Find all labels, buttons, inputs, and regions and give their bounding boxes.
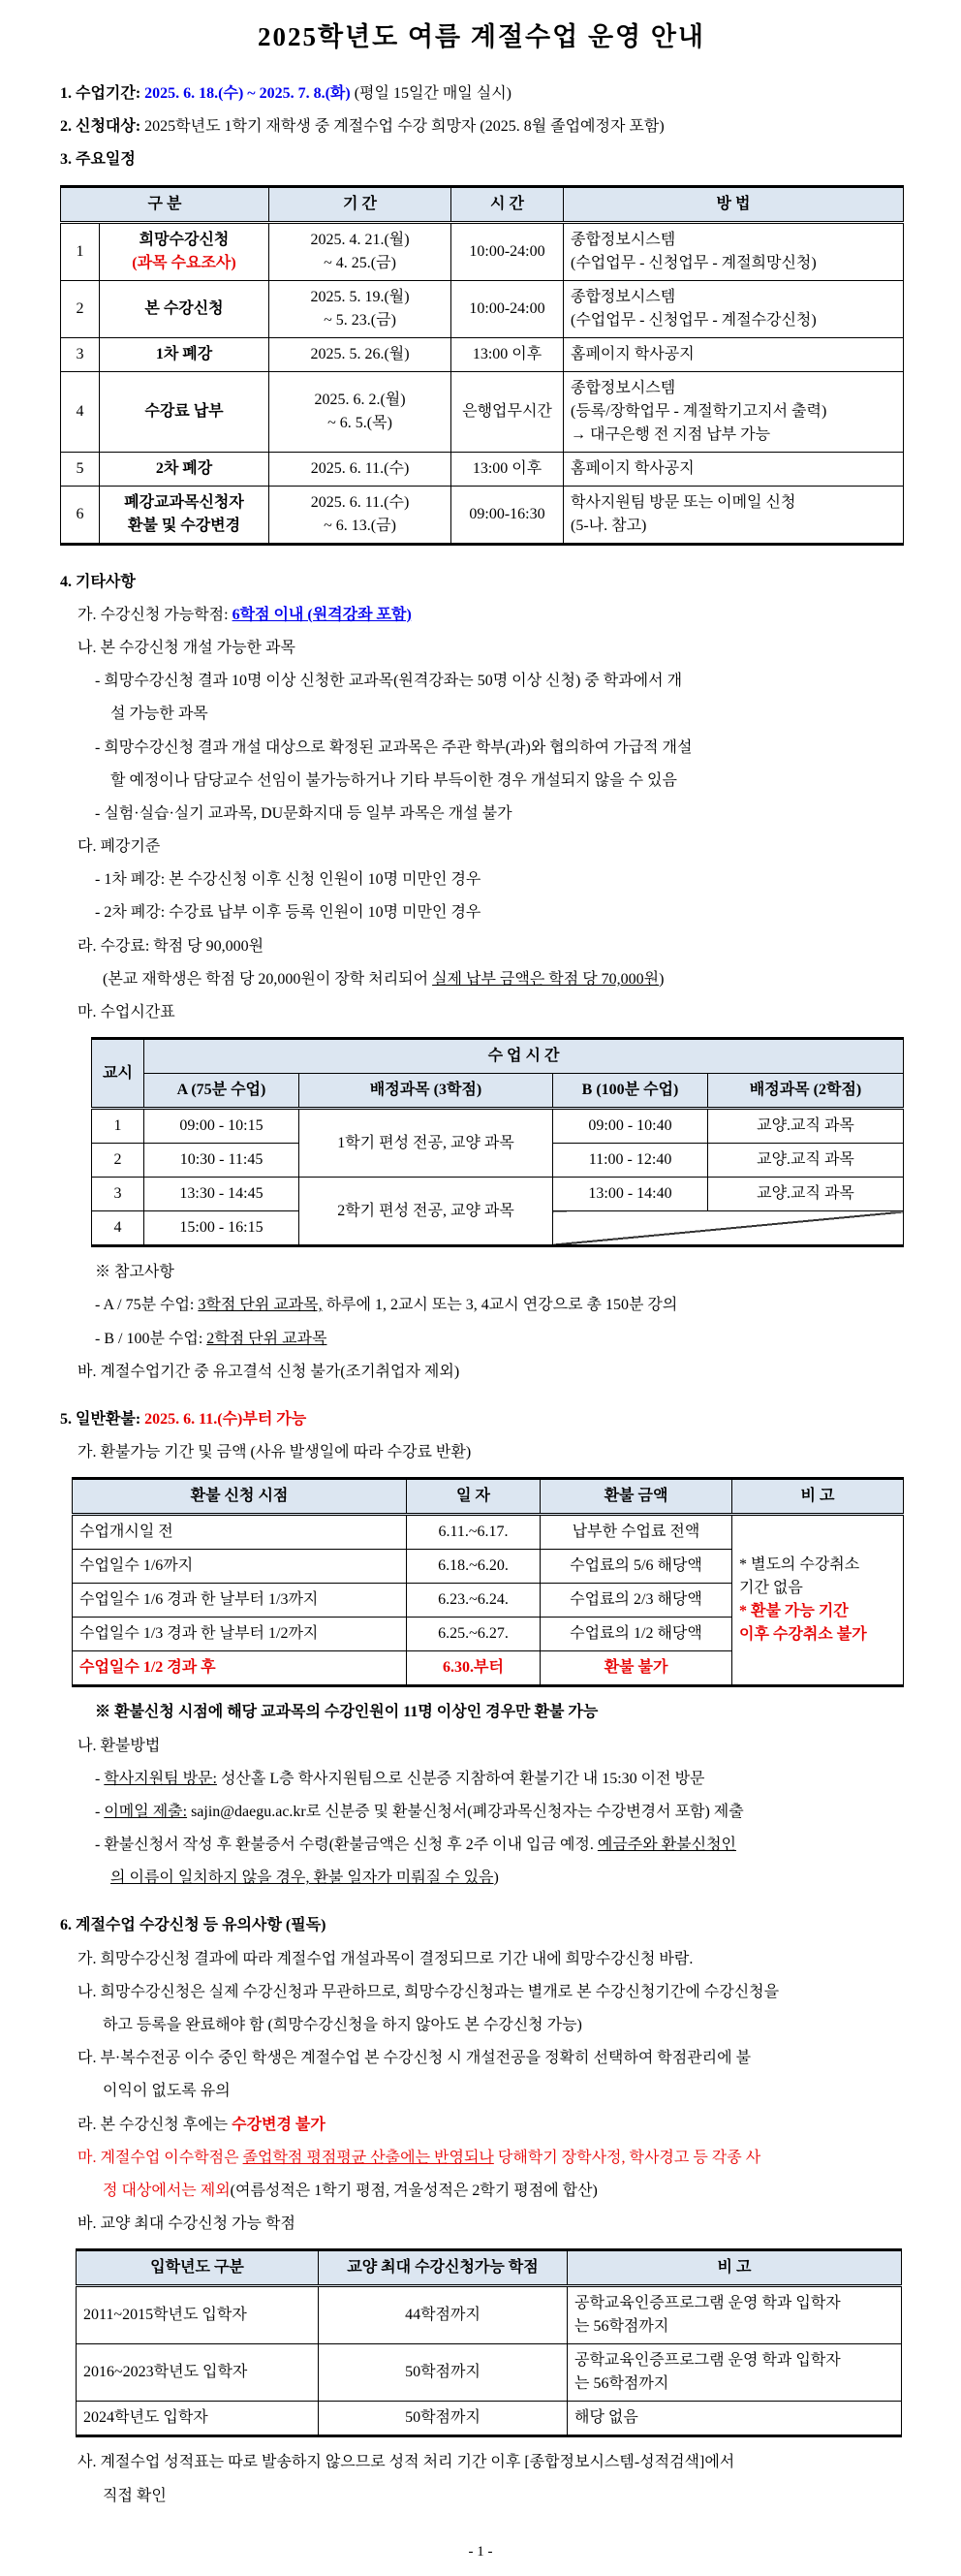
schedule-row-6 — [61, 486, 904, 544]
section4-bullet: - 2차 폐강: 수강료 납부 이후 등록 인원이 10명 미만인 경우 — [95, 904, 481, 922]
row-number: 2 — [61, 280, 100, 337]
merged-subjects-sem1: 1학기 편성 전공, 교양 과목 — [299, 1109, 553, 1178]
credit-max: 44학점까지 — [319, 2286, 568, 2344]
slot-b-subject: 교양.교직 과목 — [708, 1178, 904, 1211]
intro-item-2-label: 2. 신청대상: — [60, 118, 145, 136]
section5-heading — [60, 1408, 903, 1430]
credit-max: 50학점까지 — [319, 2402, 568, 2436]
schedule-header-method: 방 법 — [564, 186, 904, 222]
period-line-2: ~ 4. 25.(금) — [324, 254, 396, 271]
section4-item-ra: 라. 수강료: 학점 당 90,000원 — [78, 937, 264, 955]
credit-year: 2024학년도 입학자 — [77, 2402, 319, 2436]
timetable-header-a: A (75분 수업) — [144, 1074, 299, 1109]
intro-item-1-label: 1. 수업기간: — [60, 85, 145, 102]
section6-item-sa: 사. 계절수업 성적표는 따로 발송하지 않으므로 성적 처리 기간 이후 [종합정보시스템-성적검색]에서 — [78, 2454, 735, 2471]
refund-amount: 수업료의 1/2 해당액 — [541, 1618, 732, 1651]
refund-heading-date: 2025. 6. 11.(수)부터 가능 — [144, 1410, 307, 1428]
section4-bullet: - 1차 폐강: 본 수강신청 이후 신청 인원이 10명 미만인 경우 — [95, 871, 481, 889]
refund-date: 6.30.부터 — [407, 1651, 541, 1686]
category-line-2: 환불 및 수강변경 — [127, 517, 241, 534]
refund-method-3 — [60, 1834, 903, 1856]
tuition-note-post: ) — [659, 970, 665, 988]
refund-table — [72, 1477, 904, 1687]
section6-item-da-cont: 이익이 없도록 유의 — [103, 2083, 231, 2100]
method-2-text: sajin@daegu.ac.kr로 신분증 및 환불신청서(폐강과목신청자는 수강변경서 포함) 제출 — [187, 1803, 744, 1820]
method-1-underlined: 학사지원팀 방문: — [104, 1770, 217, 1787]
refund-date: 6.25.~6.27. — [407, 1618, 541, 1651]
refund-date: 6.23.~6.24. — [407, 1584, 541, 1618]
section6-item-da: 다. 부·복수전공 이수 중인 학생은 계절수업 본 수강신청 시 개설전공을 정확히 선택하여 학점관리에 불 — [78, 2050, 752, 2067]
intro-item-1-dates: 2025. 6. 18.(수) ~ 2025. 7. 8.(화) — [144, 85, 351, 102]
item-ma-cont-red: 정 대상에서는 제외 — [103, 2182, 231, 2199]
schedule-header-time: 시 간 — [451, 186, 564, 222]
slot-b-subject: 교양.교직 과목 — [708, 1109, 904, 1144]
period-line-2: ~ 6. 13.(금) — [324, 517, 396, 534]
method-line-1: 학사지원팀 방문 또는 이메일 신청 — [571, 493, 796, 511]
timetable-header-b: B (100분 수업) — [553, 1074, 708, 1109]
method-line-2: (수업업무 - 신청업무 - 계절수강신청) — [571, 311, 817, 329]
row-number: 1 — [61, 222, 100, 280]
row-time: 09:00-16:30 — [451, 486, 564, 544]
schedule-row-1 — [61, 222, 904, 280]
note-a-underlined: 3학점 단위 교과목, — [198, 1297, 323, 1314]
row-category — [100, 222, 269, 280]
row-time: 은행업무시간 — [451, 371, 564, 452]
credit-year: 2011~2015학년도 입학자 — [77, 2286, 319, 2344]
method-2-dash: - — [95, 1803, 105, 1820]
slot-a-time: 13:30 - 14:45 — [144, 1178, 299, 1211]
credit-header-max: 교양 최대 수강신청가능 학점 — [319, 2250, 568, 2286]
schedule-header-period: 기 간 — [269, 186, 451, 222]
category-line-1: 폐강교과목신청자 — [124, 493, 244, 511]
schedule-table — [60, 185, 904, 546]
remark-line-3: * 환불 가능 기간 — [739, 1603, 849, 1620]
refund-date: 6.18.~6.20. — [407, 1550, 541, 1584]
row-number: 5 — [61, 452, 100, 486]
section4-bullet-cont: 설 가능한 과목 — [110, 706, 208, 723]
timetable-header-row-2 — [92, 1074, 904, 1109]
page-title: 2025학년도 여름 계절수업 운영 안내 — [257, 22, 706, 51]
item-ma-cont-black: (여름성적은 1학기 평점, 겨울성적은 2학기 평점에 합산) — [230, 2182, 598, 2199]
note-b-pre: - B / 100분 수업: — [95, 1330, 207, 1347]
section4-bullet: - 희망수강신청 결과 개설 대상으로 확정된 교과목은 주관 학부(과)와 협의하여 가급적 개설 — [95, 738, 693, 756]
method-line-1: 종합정보시스템 — [571, 288, 676, 305]
row-number: 4 — [61, 371, 100, 452]
row-method — [564, 486, 904, 544]
timetable-corner: 교시 — [92, 1039, 144, 1109]
section5-item-ga: 가. 환불가능 기간 및 금액 (사유 발생일에 따라 수강료 반환) — [78, 1444, 472, 1461]
method-line-2: (등록/장학업무 - 계절학기고지서 출력) — [571, 402, 827, 420]
refund-row-1 — [73, 1515, 904, 1550]
timetable-note-a — [60, 1294, 903, 1316]
row-time: 13:00 이후 — [451, 452, 564, 486]
slot-b-time: 09:00 - 10:40 — [553, 1109, 708, 1144]
credit-year: 2016~2023학년도 입학자 — [77, 2344, 319, 2402]
method-1-dash: - — [95, 1770, 105, 1787]
refund-remark-cell — [732, 1515, 904, 1686]
period-line-1: 2025. 4. 21.(월) — [310, 231, 410, 248]
timetable-row-3 — [92, 1178, 904, 1211]
method-line-2: (수업업무 - 신청업무 - 계절희망신청) — [571, 254, 817, 271]
refund-eligibility-note: ※ 환불신청 시점에 해당 교과목의 수강인원이 11명 이상인 경우만 환불 가능 — [95, 1704, 599, 1721]
remark-line-4: 이후 수강취소 불가 — [739, 1626, 867, 1644]
row-period: 2025. 5. 26.(월) — [269, 337, 451, 371]
note-a-post: 하루에 1, 2교시 또는 3, 4교시 연강으로 총 150분 강의 — [322, 1297, 678, 1314]
period-line-2: ~ 6. 5.(목) — [327, 414, 392, 431]
row-time: 13:00 이후 — [451, 337, 564, 371]
tuition-note-underlined: 실제 납부 금액은 학점 당 70,000원 — [432, 970, 660, 988]
intro-item-2-text: 2025학년도 1학기 재학생 중 계절수업 수강 희망자 (2025. 8월 졸업예정자 포함) — [144, 118, 665, 136]
timetable — [91, 1037, 904, 1247]
period-line-2: ~ 5. 23.(금) — [324, 311, 396, 329]
credit-remark — [568, 2286, 902, 2344]
method-3-post: ) — [493, 1869, 499, 1887]
period-number: 4 — [92, 1211, 144, 1246]
period-line-1: 2025. 5. 19.(월) — [310, 288, 410, 305]
row-period — [269, 222, 451, 280]
refund-amount: 납부한 수업료 전액 — [541, 1515, 732, 1550]
credit-row-1 — [77, 2286, 902, 2344]
remark-line-2: 기간 없음 — [739, 1580, 803, 1597]
row-category: 수강료 납부 — [100, 371, 269, 452]
refund-header-row — [73, 1479, 904, 1515]
row-category: 본 수강신청 — [100, 280, 269, 337]
credit-limit-table — [76, 2248, 902, 2437]
intro-item-1-note: (평일 15일간 매일 실시) — [350, 85, 512, 102]
row-period — [269, 371, 451, 452]
intro-item-3: 3. 주요일정 — [60, 151, 136, 169]
credit-row-3 — [77, 2402, 902, 2436]
credit-limit-link[interactable]: 6학점 이내 (원격강좌 포함) — [232, 606, 412, 623]
refund-method-1 — [60, 1768, 903, 1790]
remark-line-1: * 별도의 수강취소 — [739, 1556, 860, 1574]
method-line-2: (5-나. 참고) — [571, 517, 647, 534]
row-method: 홈페이지 학사공지 — [564, 452, 904, 486]
period-line-1: 2025. 6. 11.(수) — [310, 493, 410, 511]
row-period — [269, 280, 451, 337]
refund-date: 6.11.~6.17. — [407, 1515, 541, 1550]
section6-item-na-cont: 하고 등록을 완료해야 함 (희망수강신청을 하지 않아도 본 수강신청 가능) — [103, 2017, 582, 2033]
row-number: 3 — [61, 337, 100, 371]
section4-bullet-cont: 할 예정이나 담당교수 선임이 불가능하거나 기타 부득이한 경우 개설되지 않을 수 있음 — [110, 771, 677, 789]
refund-method-2 — [60, 1801, 903, 1823]
timetable-note-b — [60, 1328, 903, 1350]
schedule-row-3 — [61, 337, 904, 371]
schedule-header-category: 구 분 — [61, 186, 269, 222]
slot-a-time: 10:30 - 11:45 — [144, 1144, 299, 1178]
credit-remark — [568, 2344, 902, 2402]
section4-bullet: - 희망수강신청 결과 10명 이상 신청한 교과목(원격강좌는 50명 이상 신청) 중 학과에서 개 — [95, 673, 683, 690]
item-ma-pre: 마. 계절수업 이수학점은 — [78, 2149, 243, 2166]
method-1-text: 성산홀 L층 학사지원팀으로 신분증 지참하여 환불기간 내 15:30 이전 방문 — [216, 1770, 705, 1787]
category-line-2: (과목 수요조사) — [132, 254, 236, 271]
period-number: 1 — [92, 1109, 144, 1144]
method-3-underlined-2: 의 이름이 일치하지 않을 경우, 환불 일자가 미뤄질 수 있음 — [110, 1869, 494, 1887]
row-period: 2025. 6. 11.(수) — [269, 452, 451, 486]
remark-line-1: 공학교육인증프로그램 운영 학과 입학자 — [574, 2352, 841, 2370]
section4-heading: 4. 기타사항 — [60, 573, 136, 590]
refund-method-heading: 나. 환불방법 — [78, 1737, 161, 1754]
method-2-underlined: 이메일 제출: — [104, 1803, 188, 1820]
item-ra-pre: 라. 본 수강신청 후에는 — [78, 2116, 232, 2133]
credit-header-year: 입학년도 구분 — [77, 2250, 319, 2286]
item-ma-post: 당해학기 장학사정, 학사경고 등 각종 사 — [493, 2149, 761, 2166]
refund-amount: 수업료의 5/6 해당액 — [541, 1550, 732, 1584]
credit-row-2 — [77, 2344, 902, 2402]
section6-item-sa-cont: 직접 확인 — [103, 2487, 167, 2504]
section4-item-ba: 바. 계절수업기간 중 유고결석 신청 불가(조기취업자 제외) — [78, 1363, 460, 1380]
row-number: 6 — [61, 486, 100, 544]
section6-item-ma-cont — [60, 2180, 903, 2202]
section4-item-ga — [60, 604, 903, 626]
row-category: 2차 폐강 — [100, 452, 269, 486]
section4-tuition-note — [60, 968, 903, 990]
credit-max: 50학점까지 — [319, 2344, 568, 2402]
refund-amount: 수업료의 2/3 해당액 — [541, 1584, 732, 1618]
slot-b-time: 11:00 - 12:40 — [553, 1144, 708, 1178]
row-period — [269, 486, 451, 544]
schedule-header-row — [61, 186, 904, 222]
row-method — [564, 222, 904, 280]
slot-b-subject: 교양.교직 과목 — [708, 1144, 904, 1178]
item-ma-underlined: 졸업학점 평점평균 산출에는 반영되나 — [242, 2149, 494, 2166]
refund-header-remark: 비 고 — [732, 1479, 904, 1515]
credit-header-row — [77, 2250, 902, 2286]
intro-item-2 — [60, 115, 903, 138]
section6-item-na: 나. 희망수강신청은 실제 수강신청과 무관하므로, 희망수강신청과는 별개로 본 수강신청기간에 수강신청을 — [78, 1983, 780, 2000]
section4-item-na: 나. 본 수강신청 개설 가능한 과목 — [78, 639, 295, 656]
refund-header-amount: 환불 금액 — [541, 1479, 732, 1515]
empty-diagonal-cell — [553, 1211, 904, 1246]
section6-item-ga: 가. 희망수강신청 결과에 따라 계절수업 개설과목이 결정되므로 기간 내에 희망수강신청 바람. — [78, 1950, 694, 1967]
row-method — [564, 371, 904, 452]
method-line-1: 종합정보시스템 — [571, 379, 676, 396]
slot-b-time: 13:00 - 14:40 — [553, 1178, 708, 1211]
credit-remark: 해당 없음 — [568, 2402, 902, 2436]
timetable-row-1 — [92, 1109, 904, 1144]
refund-heading-label: 5. 일반환불: — [60, 1410, 145, 1428]
refund-amount: 환불 불가 — [541, 1651, 732, 1686]
intro-item-1 — [60, 82, 903, 105]
credit-limit-label: 가. 수강신청 가능학점: — [78, 606, 232, 623]
refund-header-date: 일 자 — [407, 1479, 541, 1515]
timetable-note-heading: ※ 참고사항 — [95, 1264, 174, 1281]
timetable-header-subj3: 배정과목 (3학점) — [299, 1074, 553, 1109]
refund-point: 수업개시일 전 — [73, 1515, 407, 1550]
method-3-underlined-1: 예금주와 환불신청인 — [597, 1837, 736, 1854]
slot-a-time: 15:00 - 16:15 — [144, 1211, 299, 1246]
section4-item-ma: 마. 수업시간표 — [78, 1004, 175, 1021]
refund-point: 수업일수 1/2 경과 후 — [73, 1651, 407, 1686]
refund-point: 수업일수 1/6까지 — [73, 1550, 407, 1584]
item-ra-red: 수강변경 불가 — [232, 2116, 326, 2133]
timetable-header-row-1 — [92, 1039, 904, 1074]
method-line-1: 종합정보시스템 — [571, 231, 676, 248]
refund-point: 수업일수 1/3 경과 한 날부터 1/2까지 — [73, 1618, 407, 1651]
schedule-row-5 — [61, 452, 904, 486]
period-line-1: 2025. 6. 2.(월) — [314, 391, 406, 408]
merged-subjects-sem2: 2학기 편성 전공, 교양 과목 — [299, 1178, 553, 1246]
method-line-3: → 대구은행 전 지점 납부 가능 — [571, 425, 771, 443]
row-time: 10:00-24:00 — [451, 280, 564, 337]
section6-item-ra — [60, 2114, 903, 2136]
row-category — [100, 486, 269, 544]
row-method: 홈페이지 학사공지 — [564, 337, 904, 371]
period-number: 3 — [92, 1178, 144, 1211]
credit-header-remark: 비 고 — [568, 2250, 902, 2286]
row-method — [564, 280, 904, 337]
note-b-underlined: 2학점 단위 교과목 — [206, 1330, 327, 1347]
section4-bullet: - 실험·실습·실기 교과목, DU문화지대 등 일부 과목은 개설 불가 — [95, 804, 512, 822]
section4-item-da: 다. 폐강기준 — [78, 838, 161, 856]
page-number: - 1 - — [468, 2543, 493, 2560]
refund-point: 수업일수 1/6 경과 한 날부터 1/3까지 — [73, 1584, 407, 1618]
timetable-header-subj2: 배정과목 (2학점) — [708, 1074, 904, 1109]
note-a-pre: - A / 75분 수업: — [95, 1297, 199, 1314]
refund-method-3-cont — [60, 1867, 903, 1889]
slot-a-time: 09:00 - 10:15 — [144, 1109, 299, 1144]
section6-item-ma — [60, 2147, 903, 2169]
remark-line-2: 는 56학점까지 — [574, 2318, 669, 2336]
row-time: 10:00-24:00 — [451, 222, 564, 280]
category-line-1: 희망수강신청 — [139, 231, 230, 248]
row-category: 1차 폐강 — [100, 337, 269, 371]
period-number: 2 — [92, 1144, 144, 1178]
method-3-pre: - 환불신청서 작성 후 환불증서 수령(환불금액은 신청 후 2주 이내 입금 예정. — [95, 1837, 598, 1854]
remark-line-1: 공학교육인증프로그램 운영 학과 입학자 — [574, 2295, 841, 2312]
tuition-note-pre: (본교 재학생은 학점 당 20,000원이 장학 처리되어 — [103, 970, 433, 988]
refund-header-point: 환불 신청 시점 — [73, 1479, 407, 1515]
section6-heading: 6. 계절수업 수강신청 등 유의사항 (필독) — [60, 1917, 326, 1934]
schedule-row-2 — [61, 280, 904, 337]
remark-line-2: 는 56학점까지 — [574, 2375, 669, 2393]
schedule-row-4 — [61, 371, 904, 452]
timetable-span-header: 수 업 시 간 — [144, 1039, 904, 1074]
section6-item-ba: 바. 교양 최대 수강신청 가능 학점 — [78, 2215, 295, 2233]
